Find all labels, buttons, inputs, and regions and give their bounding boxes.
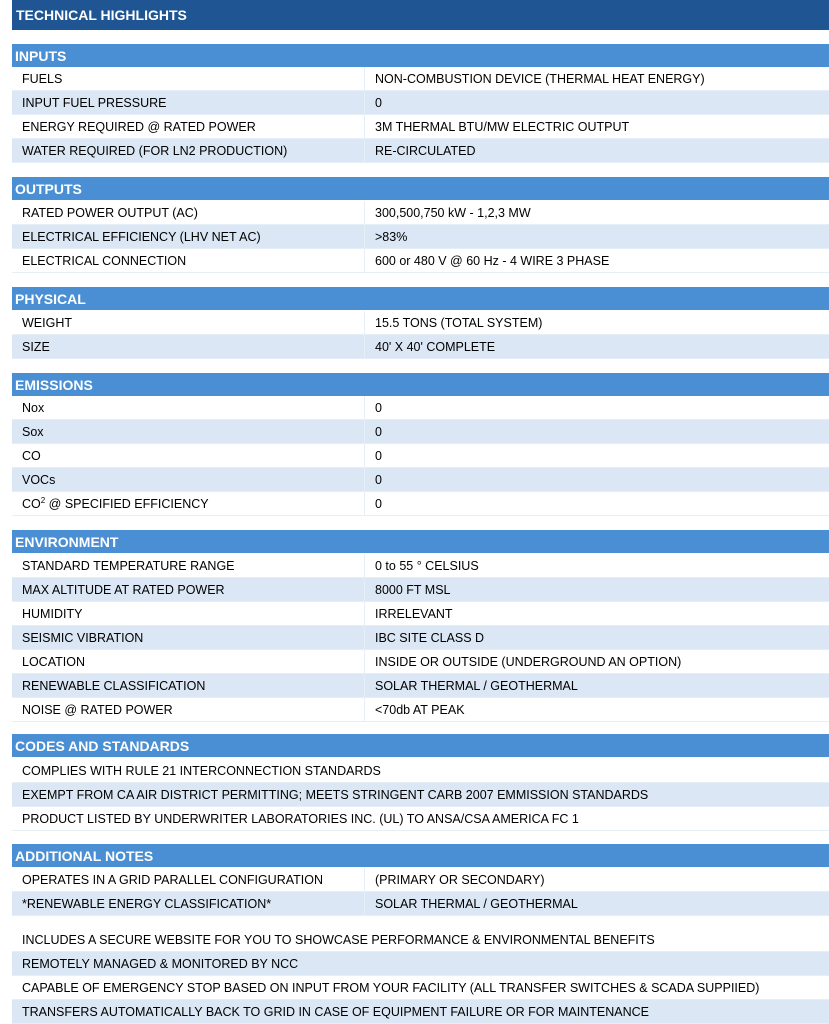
row-value: IRRELEVANT [375,607,453,621]
column-divider [364,602,365,626]
list-item-text: REMOTELY MANAGED & MONITORED BY NCC [22,957,299,971]
list-item [12,976,829,1000]
list-item [12,807,829,831]
row-label: SEISMIC VIBRATION [22,631,144,645]
column-divider [364,868,365,892]
table-row [12,492,829,516]
row-label: RENEWABLE CLASSIFICATION [22,679,206,693]
row-label: STANDARD TEMPERATURE RANGE [22,559,235,573]
row-value: INSIDE OR OUTSIDE (UNDERGROUND AN OPTION) [375,655,682,669]
column-divider [364,420,365,444]
row-label: SIZE [22,340,50,354]
row-value: 600 or 480 V @ 60 Hz - 4 WIRE 3 PHASE [375,254,610,268]
row-value: (PRIMARY OR SECONDARY) [375,873,545,887]
table-row [12,396,829,420]
table-row [12,139,829,163]
section-heading-emissions: EMISSIONS [12,373,829,396]
list-item-text: CAPABLE OF EMERGENCY STOP BASED ON INPUT FROM YOUR FACILITY (ALL TRANSFER SWITCHES & SCADA SUPPIIED) [22,981,760,995]
section-heading-notes: ADDITIONAL NOTES [12,844,829,867]
co2-prefix: CO [22,497,41,511]
row-value: RE-CIRCULATED [375,144,476,158]
list-item-text: TRANSFERS AUTOMATICALLY BACK TO GRID IN CASE OF EQUIPMENT FAILURE OR FOR MAINTENANCE [22,1005,649,1019]
row-value: IBC SITE CLASS D [375,631,485,645]
row-value: 0 [375,425,382,439]
table-row [12,602,829,626]
row-label: *RENEWABLE ENERGY CLASSIFICATION* [22,897,272,911]
table-row [12,420,829,444]
row-spacer [12,916,829,928]
row-label: INPUT FUEL PRESSURE [22,96,167,110]
row-value: 0 [375,449,382,463]
co2-suffix: @ SPECIFIED EFFICIENCY [45,497,209,511]
table-row [12,311,829,335]
column-divider [364,444,365,468]
row-label: OPERATES IN A GRID PARALLEL CONFIGURATION [22,873,323,887]
column-divider [364,650,365,674]
table-row [12,225,829,249]
row-label: CO [22,449,41,463]
row-value: NON-COMBUSTION DEVICE (THERMAL HEAT ENERGY) [375,72,705,86]
list-item-text: INCLUDES A SECURE WEBSITE FOR YOU TO SHOWCASE PERFORMANCE & ENVIRONMENTAL BENEFITS [22,933,655,947]
row-value: 40' X 40' COMPLETE [375,340,496,354]
table-row [12,335,829,359]
row-value: >83% [375,230,408,244]
list-item [12,928,829,952]
column-divider [364,91,365,115]
list-item [12,783,829,807]
section-heading-inputs: INPUTS [12,44,829,67]
column-divider [364,468,365,492]
table-row [12,626,829,650]
row-label: FUELS [22,72,63,86]
column-divider [364,578,365,602]
table-row [12,650,829,674]
row-label: WEIGHT [22,316,72,330]
column-divider [364,674,365,698]
row-value: 0 [375,473,382,487]
table-row [12,868,829,892]
row-label: NOISE @ RATED POWER [22,703,173,717]
section-heading-physical: PHYSICAL [12,287,829,310]
column-divider [364,139,365,163]
list-item-text: PRODUCT LISTED BY UNDERWRITER LABORATORIES INC. (UL) TO ANSA/CSA AMERICA FC 1 [22,812,579,826]
list-item [12,1000,829,1024]
column-divider [364,626,365,650]
column-divider [364,225,365,249]
table-row [12,468,829,492]
list-item-text: EXEMPT FROM CA AIR DISTRICT PERMITTING; MEETS STRINGENT CARB 2007 EMMISSION STANDARDS [22,788,649,802]
column-divider [364,396,365,420]
table-row [12,201,829,225]
row-value: 0 [375,401,382,415]
table-row [12,578,829,602]
column-divider [364,249,365,273]
row-value: 300,500,750 kW - 1,2,3 MW [375,206,531,220]
row-label: ELECTRICAL EFFICIENCY (LHV NET AC) [22,230,261,244]
column-divider [364,201,365,225]
row-value: 0 [375,497,382,511]
column-divider [364,335,365,359]
column-divider [364,115,365,139]
co2-subscript: 2 [40,495,46,505]
table-row [12,892,829,916]
column-divider [364,67,365,91]
row-label: LOCATION [22,655,85,669]
row-label: HUMIDITY [22,607,83,621]
list-item-text: COMPLIES WITH RULE 21 INTERCONNECTION STANDARDS [22,764,381,778]
row-value: 8000 FT MSL [375,583,451,597]
table-row [12,115,829,139]
section-heading-environment: ENVIRONMENT [12,530,829,553]
row-value: SOLAR THERMAL / GEOTHERMAL [375,897,578,911]
table-row [12,674,829,698]
row-label: ELECTRICAL CONNECTION [22,254,187,268]
section-heading-codes: CODES AND STANDARDS [12,734,829,757]
column-divider [364,554,365,578]
row-value: 15.5 TONS (TOTAL SYSTEM) [375,316,543,330]
row-value: 0 to 55 ° CELSIUS [375,559,479,573]
row-label: ENERGY REQUIRED @ RATED POWER [22,120,256,134]
row-label: Nox [22,401,45,415]
list-item [12,759,829,783]
column-divider [364,311,365,335]
table-row [12,698,829,722]
row-value: 0 [375,96,382,110]
row-label-co2 [22,492,209,516]
row-label: WATER REQUIRED (FOR LN2 PRODUCTION) [22,144,288,158]
column-divider [364,892,365,916]
table-row [12,67,829,91]
column-divider [364,492,365,516]
row-label: MAX ALTITUDE AT RATED POWER [22,583,225,597]
row-label: VOCs [22,473,56,487]
table-row [12,249,829,273]
section-heading-outputs: OUTPUTS [12,177,829,200]
table-row [12,91,829,115]
row-value: SOLAR THERMAL / GEOTHERMAL [375,679,578,693]
list-item [12,952,829,976]
row-label: Sox [22,425,44,439]
page-title: TECHNICAL HIGHLIGHTS [12,0,829,30]
table-row [12,554,829,578]
table-row [12,444,829,468]
row-label: RATED POWER OUTPUT (AC) [22,206,198,220]
row-value: <70db AT PEAK [375,703,465,717]
row-value: 3M THERMAL BTU/MW ELECTRIC OUTPUT [375,120,630,134]
column-divider [364,698,365,722]
